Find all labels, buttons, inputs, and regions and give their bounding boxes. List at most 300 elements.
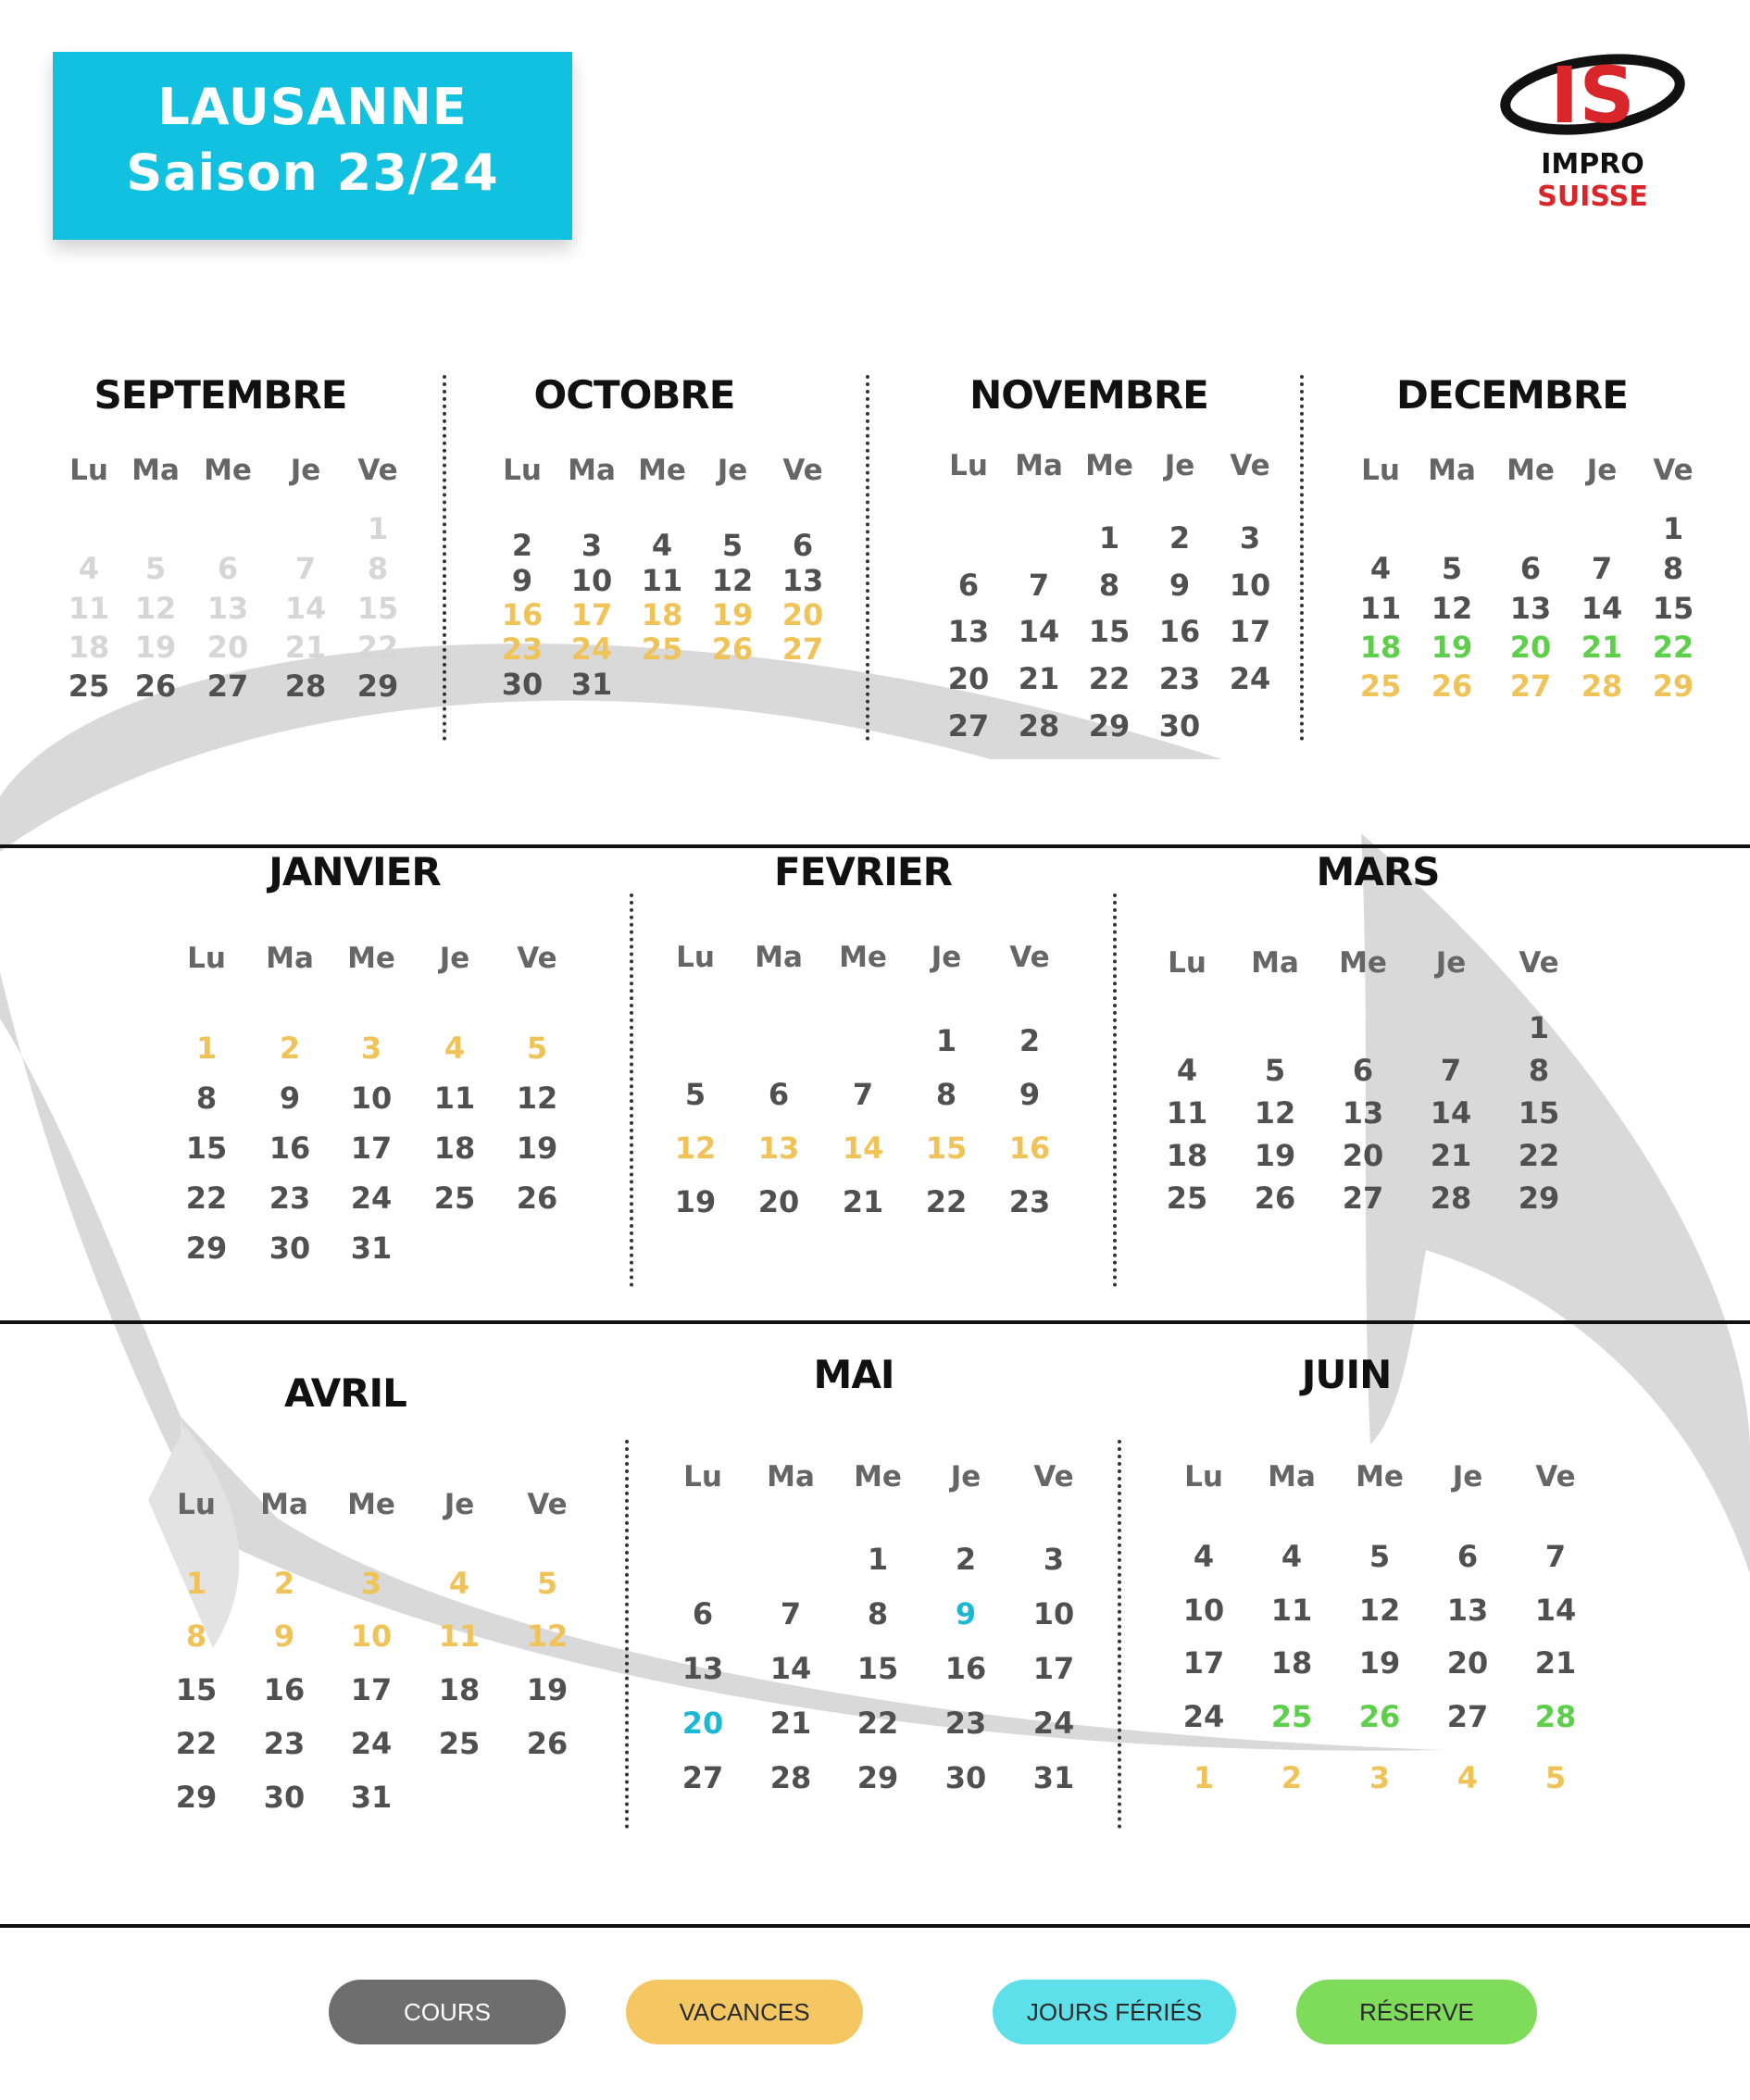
day-cell: 17 xyxy=(350,1131,393,1166)
day-cell: 11 xyxy=(1270,1593,1313,1628)
day-cell: 7 xyxy=(294,551,317,586)
weekday-header: Je xyxy=(1452,1460,1483,1494)
day-cell: 18 xyxy=(433,1131,476,1166)
day-cell: 12 xyxy=(1431,591,1473,626)
month-title: MARS xyxy=(1316,849,1440,894)
day-cell: 2 xyxy=(1019,1023,1041,1058)
weekday-header: Lu xyxy=(177,1488,216,1521)
day-cell: 3 xyxy=(360,1566,382,1601)
day-cell: 5 xyxy=(144,551,167,586)
day-cell: 15 xyxy=(185,1131,228,1166)
day-cell: 4 xyxy=(651,528,673,563)
day-cell: 27 xyxy=(1446,1699,1489,1734)
day-cell: 3 xyxy=(1369,1760,1391,1795)
day-cell: 1 xyxy=(185,1566,207,1601)
legend-vacances: VACANCES xyxy=(626,1980,863,2044)
title-line-1: LAUSANNE xyxy=(157,78,468,136)
day-cell: 30 xyxy=(1158,708,1201,744)
day-cell: 10 xyxy=(1032,1596,1075,1631)
day-cell: 23 xyxy=(944,1706,987,1741)
day-cell: 20 xyxy=(757,1184,800,1219)
day-cell: 10 xyxy=(1229,568,1271,603)
day-cell: 16 xyxy=(263,1672,306,1707)
day-cell: 6 xyxy=(1456,1539,1479,1574)
day-cell: 22 xyxy=(925,1184,968,1219)
weekday-header: Je xyxy=(1435,946,1467,980)
day-cell: 18 xyxy=(438,1672,481,1707)
day-cell: 15 xyxy=(925,1131,968,1166)
logo-word-impro: IMPRO xyxy=(1541,148,1644,181)
day-cell: 8 xyxy=(935,1077,957,1112)
day-cell: 22 xyxy=(185,1181,228,1216)
day-cell: 23 xyxy=(501,631,544,667)
day-cell: 19 xyxy=(1431,630,1473,665)
weekday-header: Me xyxy=(204,454,252,487)
day-cell: 20 xyxy=(781,597,824,632)
month-title: SEPTEMBRE xyxy=(94,372,347,418)
day-cell: 12 xyxy=(526,1619,569,1654)
day-cell: 12 xyxy=(516,1081,558,1116)
day-cell: 5 xyxy=(526,1031,548,1066)
day-cell: 4 xyxy=(448,1566,470,1601)
day-cell: 13 xyxy=(781,563,824,598)
day-cell: 13 xyxy=(1446,1593,1489,1628)
weekday-header: Je xyxy=(950,1460,981,1494)
day-cell: 17 xyxy=(1229,614,1271,649)
weekday-header: Ve xyxy=(527,1488,568,1521)
separator-oct-nov xyxy=(866,375,869,741)
weekday-header: Ma xyxy=(1268,1460,1316,1494)
day-cell: 25 xyxy=(1359,669,1402,704)
day-cell: 1 xyxy=(367,511,389,546)
day-cell: 7 xyxy=(1544,1539,1567,1574)
weekday-header: Ve xyxy=(357,454,398,487)
separator-mai-juin xyxy=(1118,1440,1121,1829)
day-cell: 26 xyxy=(711,631,754,667)
weekday-header: Ma xyxy=(131,454,180,487)
day-cell: 14 xyxy=(284,591,327,626)
month-title: FEVRIER xyxy=(774,849,952,894)
day-cell: 18 xyxy=(641,597,683,632)
day-cell: 20 xyxy=(206,630,249,665)
day-cell: 30 xyxy=(501,667,544,702)
day-cell: 2 xyxy=(511,528,533,563)
separator-jan-fev xyxy=(630,894,633,1287)
weekday-header: Je xyxy=(1586,454,1618,487)
row-divider-1 xyxy=(0,844,1750,848)
day-cell: 7 xyxy=(780,1596,802,1631)
day-cell: 17 xyxy=(1032,1651,1075,1686)
day-cell: 4 xyxy=(444,1031,466,1066)
day-cell: 15 xyxy=(356,591,399,626)
day-cell: 24 xyxy=(570,631,613,667)
day-cell: 5 xyxy=(684,1077,706,1112)
day-cell: 30 xyxy=(263,1780,306,1815)
day-cell: 21 xyxy=(769,1706,812,1741)
day-cell: 31 xyxy=(350,1780,393,1815)
day-cell: 3 xyxy=(360,1031,382,1066)
day-cell: 20 xyxy=(1509,630,1552,665)
day-cell: 13 xyxy=(681,1651,724,1686)
day-cell: 12 xyxy=(1358,1593,1401,1628)
day-cell: 23 xyxy=(263,1726,306,1761)
day-cell: 25 xyxy=(641,631,683,667)
title-box xyxy=(53,52,572,240)
day-cell: 11 xyxy=(438,1619,481,1654)
day-cell: 6 xyxy=(692,1596,714,1631)
day-cell: 17 xyxy=(350,1672,393,1707)
day-cell: 15 xyxy=(856,1651,899,1686)
day-cell: 9 xyxy=(1019,1077,1041,1112)
day-cell: 25 xyxy=(1270,1699,1313,1734)
day-cell: 14 xyxy=(1430,1095,1472,1131)
day-cell: 4 xyxy=(1369,551,1392,586)
day-cell: 5 xyxy=(1264,1053,1286,1088)
day-cell: 28 xyxy=(1430,1181,1472,1216)
day-cell: 9 xyxy=(955,1596,977,1631)
weekday-header: Lu xyxy=(949,449,988,482)
day-cell: 12 xyxy=(711,563,754,598)
weekday-header: Je xyxy=(290,454,321,487)
day-cell: 24 xyxy=(1182,1699,1225,1734)
month-title: MAI xyxy=(813,1352,894,1397)
day-cell: 19 xyxy=(1358,1645,1401,1681)
day-cell: 5 xyxy=(1544,1760,1567,1795)
day-cell: 1 xyxy=(1528,1010,1550,1045)
day-cell: 27 xyxy=(1342,1181,1384,1216)
weekday-header: Ve xyxy=(1653,454,1694,487)
weekday-header: Je xyxy=(931,941,962,974)
day-cell: 6 xyxy=(792,528,814,563)
day-cell: 4 xyxy=(1456,1760,1479,1795)
day-cell: 26 xyxy=(1254,1181,1296,1216)
weekday-header: Lu xyxy=(1168,946,1206,980)
day-cell: 17 xyxy=(1182,1645,1225,1681)
day-cell: 11 xyxy=(68,591,110,626)
day-cell: 22 xyxy=(175,1726,218,1761)
day-cell: 23 xyxy=(1008,1184,1051,1219)
day-cell: 1 xyxy=(1662,511,1684,546)
weekday-header: Lu xyxy=(69,454,108,487)
day-cell: 4 xyxy=(1176,1053,1198,1088)
row-divider-2 xyxy=(0,1320,1750,1324)
day-cell: 2 xyxy=(1281,1760,1303,1795)
separator-sep-oct xyxy=(443,375,446,741)
day-cell: 13 xyxy=(1509,591,1552,626)
day-cell: 12 xyxy=(674,1131,717,1166)
day-cell: 18 xyxy=(68,630,110,665)
day-cell: 29 xyxy=(185,1231,228,1266)
day-cell: 27 xyxy=(681,1760,724,1795)
weekday-header: Ma xyxy=(266,942,314,975)
day-cell: 27 xyxy=(947,708,990,744)
weekday-header: Lu xyxy=(1361,454,1400,487)
day-cell: 6 xyxy=(768,1077,790,1112)
day-cell: 13 xyxy=(757,1131,800,1166)
day-cell: 20 xyxy=(1342,1138,1384,1173)
day-cell: 5 xyxy=(721,528,744,563)
month-title: NOVEMBRE xyxy=(969,372,1208,418)
day-cell: 8 xyxy=(367,551,389,586)
day-cell: 22 xyxy=(1652,630,1694,665)
logo-mark-icon xyxy=(1481,46,1704,148)
day-cell: 3 xyxy=(581,528,603,563)
day-cell: 11 xyxy=(1166,1095,1208,1131)
day-cell: 5 xyxy=(536,1566,558,1601)
weekday-header: Me xyxy=(1356,1460,1404,1494)
day-cell: 7 xyxy=(852,1077,874,1112)
day-cell: 20 xyxy=(681,1706,724,1741)
day-cell: 16 xyxy=(501,597,544,632)
weekday-header: Ve xyxy=(1033,1460,1074,1494)
day-cell: 5 xyxy=(1369,1539,1391,1574)
month-title: OCTOBRE xyxy=(533,372,735,418)
day-cell: 11 xyxy=(641,563,683,598)
logo-mark-text: IS xyxy=(1550,50,1635,141)
day-cell: 4 xyxy=(1281,1539,1303,1574)
day-cell: 27 xyxy=(781,631,824,667)
day-cell: 26 xyxy=(1358,1699,1401,1734)
row-divider-3 xyxy=(0,1924,1750,1928)
separator-avr-mai xyxy=(625,1440,629,1829)
day-cell: 14 xyxy=(842,1131,884,1166)
day-cell: 1 xyxy=(935,1023,957,1058)
weekday-header: Je xyxy=(717,454,748,487)
day-cell: 4 xyxy=(1193,1539,1215,1574)
day-cell: 28 xyxy=(1534,1699,1577,1734)
day-cell: 21 xyxy=(1581,630,1623,665)
weekday-header: Me xyxy=(839,941,887,974)
day-cell: 19 xyxy=(674,1184,717,1219)
day-cell: 22 xyxy=(856,1706,899,1741)
day-cell: 10 xyxy=(570,563,613,598)
weekday-header: Lu xyxy=(676,941,715,974)
day-cell: 1 xyxy=(195,1031,218,1066)
weekday-header: Je xyxy=(1164,449,1195,482)
day-cell: 24 xyxy=(1032,1706,1075,1741)
day-cell: 4 xyxy=(78,551,100,586)
day-cell: 28 xyxy=(1018,708,1060,744)
month-title: JUIN xyxy=(1301,1352,1392,1397)
day-cell: 14 xyxy=(1018,614,1060,649)
day-cell: 8 xyxy=(867,1596,889,1631)
day-cell: 1 xyxy=(1098,520,1120,556)
day-cell: 30 xyxy=(944,1760,987,1795)
day-cell: 9 xyxy=(511,563,533,598)
day-cell: 25 xyxy=(438,1726,481,1761)
weekday-header: Me xyxy=(1506,454,1555,487)
weekday-header: Ma xyxy=(767,1460,815,1494)
impro-suisse-logo xyxy=(1481,46,1704,213)
day-cell: 10 xyxy=(350,1081,393,1116)
day-cell: 31 xyxy=(350,1231,393,1266)
day-cell: 11 xyxy=(1359,591,1402,626)
day-cell: 22 xyxy=(1088,661,1131,696)
day-cell: 20 xyxy=(947,661,990,696)
day-cell: 22 xyxy=(1518,1138,1560,1173)
weekday-header: Ma xyxy=(568,454,616,487)
day-cell: 16 xyxy=(1008,1131,1051,1166)
day-cell: 29 xyxy=(175,1780,218,1815)
day-cell: 15 xyxy=(175,1672,218,1707)
weekday-header: Me xyxy=(1339,946,1387,980)
day-cell: 25 xyxy=(68,669,110,704)
weekday-header: Ma xyxy=(260,1488,308,1521)
day-cell: 24 xyxy=(1229,661,1271,696)
day-cell: 2 xyxy=(955,1542,977,1577)
day-cell: 12 xyxy=(134,591,177,626)
weekday-header: Me xyxy=(854,1460,902,1494)
day-cell: 14 xyxy=(769,1651,812,1686)
day-cell: 9 xyxy=(279,1081,301,1116)
day-cell: 19 xyxy=(1254,1138,1296,1173)
day-cell: 26 xyxy=(1431,669,1473,704)
day-cell: 31 xyxy=(570,667,613,702)
weekday-header: Ma xyxy=(1428,454,1476,487)
day-cell: 6 xyxy=(1519,551,1542,586)
day-cell: 6 xyxy=(1352,1053,1374,1088)
day-cell: 19 xyxy=(134,630,177,665)
day-cell: 23 xyxy=(1158,661,1201,696)
day-cell: 1 xyxy=(867,1542,889,1577)
day-cell: 2 xyxy=(1169,520,1191,556)
weekday-header: Ve xyxy=(782,454,823,487)
day-cell: 7 xyxy=(1591,551,1613,586)
weekday-header: Ve xyxy=(1009,941,1050,974)
weekday-header: Je xyxy=(444,1488,475,1521)
day-cell: 29 xyxy=(1518,1181,1560,1216)
day-cell: 25 xyxy=(433,1181,476,1216)
weekday-header: Lu xyxy=(187,942,226,975)
day-cell: 21 xyxy=(842,1184,884,1219)
day-cell: 7 xyxy=(1028,568,1050,603)
day-cell: 26 xyxy=(526,1726,569,1761)
day-cell: 26 xyxy=(134,669,177,704)
day-cell: 9 xyxy=(1169,568,1191,603)
weekday-header: Ma xyxy=(1015,449,1063,482)
day-cell: 29 xyxy=(856,1760,899,1795)
separator-fev-mar xyxy=(1113,894,1117,1287)
weekday-header: Lu xyxy=(1184,1460,1223,1494)
day-cell: 23 xyxy=(269,1181,311,1216)
day-cell: 21 xyxy=(1534,1645,1577,1681)
weekday-header: Ma xyxy=(1251,946,1299,980)
day-cell: 21 xyxy=(1430,1138,1472,1173)
day-cell: 29 xyxy=(356,669,399,704)
day-cell: 11 xyxy=(433,1081,476,1116)
legend-cours: COURS xyxy=(329,1980,566,2044)
day-cell: 16 xyxy=(269,1131,311,1166)
legend-jours-feries: JOURS FÉRIÉS xyxy=(993,1980,1236,2044)
day-cell: 6 xyxy=(217,551,239,586)
day-cell: 25 xyxy=(1166,1181,1208,1216)
weekday-header: Lu xyxy=(503,454,542,487)
month-title: JANVIER xyxy=(269,849,441,894)
day-cell: 9 xyxy=(273,1619,295,1654)
day-cell: 2 xyxy=(279,1031,301,1066)
separator-nov-dec xyxy=(1300,375,1304,741)
day-cell: 3 xyxy=(1239,520,1261,556)
day-cell: 17 xyxy=(570,597,613,632)
day-cell: 20 xyxy=(1446,1645,1489,1681)
day-cell: 27 xyxy=(1509,669,1552,704)
day-cell: 18 xyxy=(1359,630,1402,665)
logo-word-suisse: SUISSE xyxy=(1537,181,1648,213)
weekday-header: Me xyxy=(1085,449,1133,482)
day-cell: 26 xyxy=(516,1181,558,1216)
day-cell: 16 xyxy=(1158,614,1201,649)
weekday-header: Me xyxy=(347,942,395,975)
day-cell: 14 xyxy=(1581,591,1623,626)
weekday-header: Ve xyxy=(517,942,557,975)
day-cell: 10 xyxy=(350,1619,393,1654)
day-cell: 22 xyxy=(356,630,399,665)
day-cell: 8 xyxy=(1098,568,1120,603)
day-cell: 18 xyxy=(1166,1138,1208,1173)
day-cell: 21 xyxy=(1018,661,1060,696)
day-cell: 15 xyxy=(1088,614,1131,649)
day-cell: 10 xyxy=(1182,1593,1225,1628)
logo-wordmark xyxy=(1481,148,1704,213)
day-cell: 8 xyxy=(185,1619,207,1654)
weekday-header: Me xyxy=(638,454,686,487)
title-line-2: Saison 23/24 xyxy=(126,144,499,202)
day-cell: 5 xyxy=(1441,551,1463,586)
weekday-header: Ve xyxy=(1230,449,1270,482)
day-cell: 30 xyxy=(269,1231,311,1266)
day-cell: 19 xyxy=(526,1672,569,1707)
day-cell: 2 xyxy=(273,1566,295,1601)
day-cell: 28 xyxy=(769,1760,812,1795)
day-cell: 28 xyxy=(1581,669,1623,704)
day-cell: 7 xyxy=(1440,1053,1462,1088)
day-cell: 8 xyxy=(1528,1053,1550,1088)
weekday-header: Je xyxy=(439,942,470,975)
day-cell: 31 xyxy=(1032,1760,1075,1795)
day-cell: 12 xyxy=(1254,1095,1296,1131)
weekday-header: Me xyxy=(347,1488,395,1521)
day-cell: 28 xyxy=(284,669,327,704)
weekday-header: Ma xyxy=(755,941,803,974)
day-cell: 19 xyxy=(516,1131,558,1166)
month-title: DECEMBRE xyxy=(1396,372,1628,418)
day-cell: 29 xyxy=(1652,669,1694,704)
day-cell: 13 xyxy=(1342,1095,1384,1131)
day-cell: 6 xyxy=(957,568,980,603)
day-cell: 24 xyxy=(350,1726,393,1761)
day-cell: 8 xyxy=(195,1081,218,1116)
day-cell: 18 xyxy=(1270,1645,1313,1681)
day-cell: 19 xyxy=(711,597,754,632)
weekday-header: Lu xyxy=(683,1460,722,1494)
day-cell: 1 xyxy=(1193,1760,1215,1795)
day-cell: 16 xyxy=(944,1651,987,1686)
day-cell: 3 xyxy=(1043,1542,1065,1577)
day-cell: 8 xyxy=(1662,551,1684,586)
day-cell: 27 xyxy=(206,669,249,704)
month-title: AVRIL xyxy=(284,1370,406,1416)
day-cell: 29 xyxy=(1088,708,1131,744)
day-cell: 15 xyxy=(1652,591,1694,626)
day-cell: 15 xyxy=(1518,1095,1560,1131)
day-cell: 24 xyxy=(350,1181,393,1216)
day-cell: 14 xyxy=(1534,1593,1577,1628)
day-cell: 13 xyxy=(947,614,990,649)
legend-reserve: RÉSERVE xyxy=(1296,1980,1537,2044)
day-cell: 21 xyxy=(284,630,327,665)
day-cell: 13 xyxy=(206,591,249,626)
weekday-header: Ve xyxy=(1519,946,1559,980)
